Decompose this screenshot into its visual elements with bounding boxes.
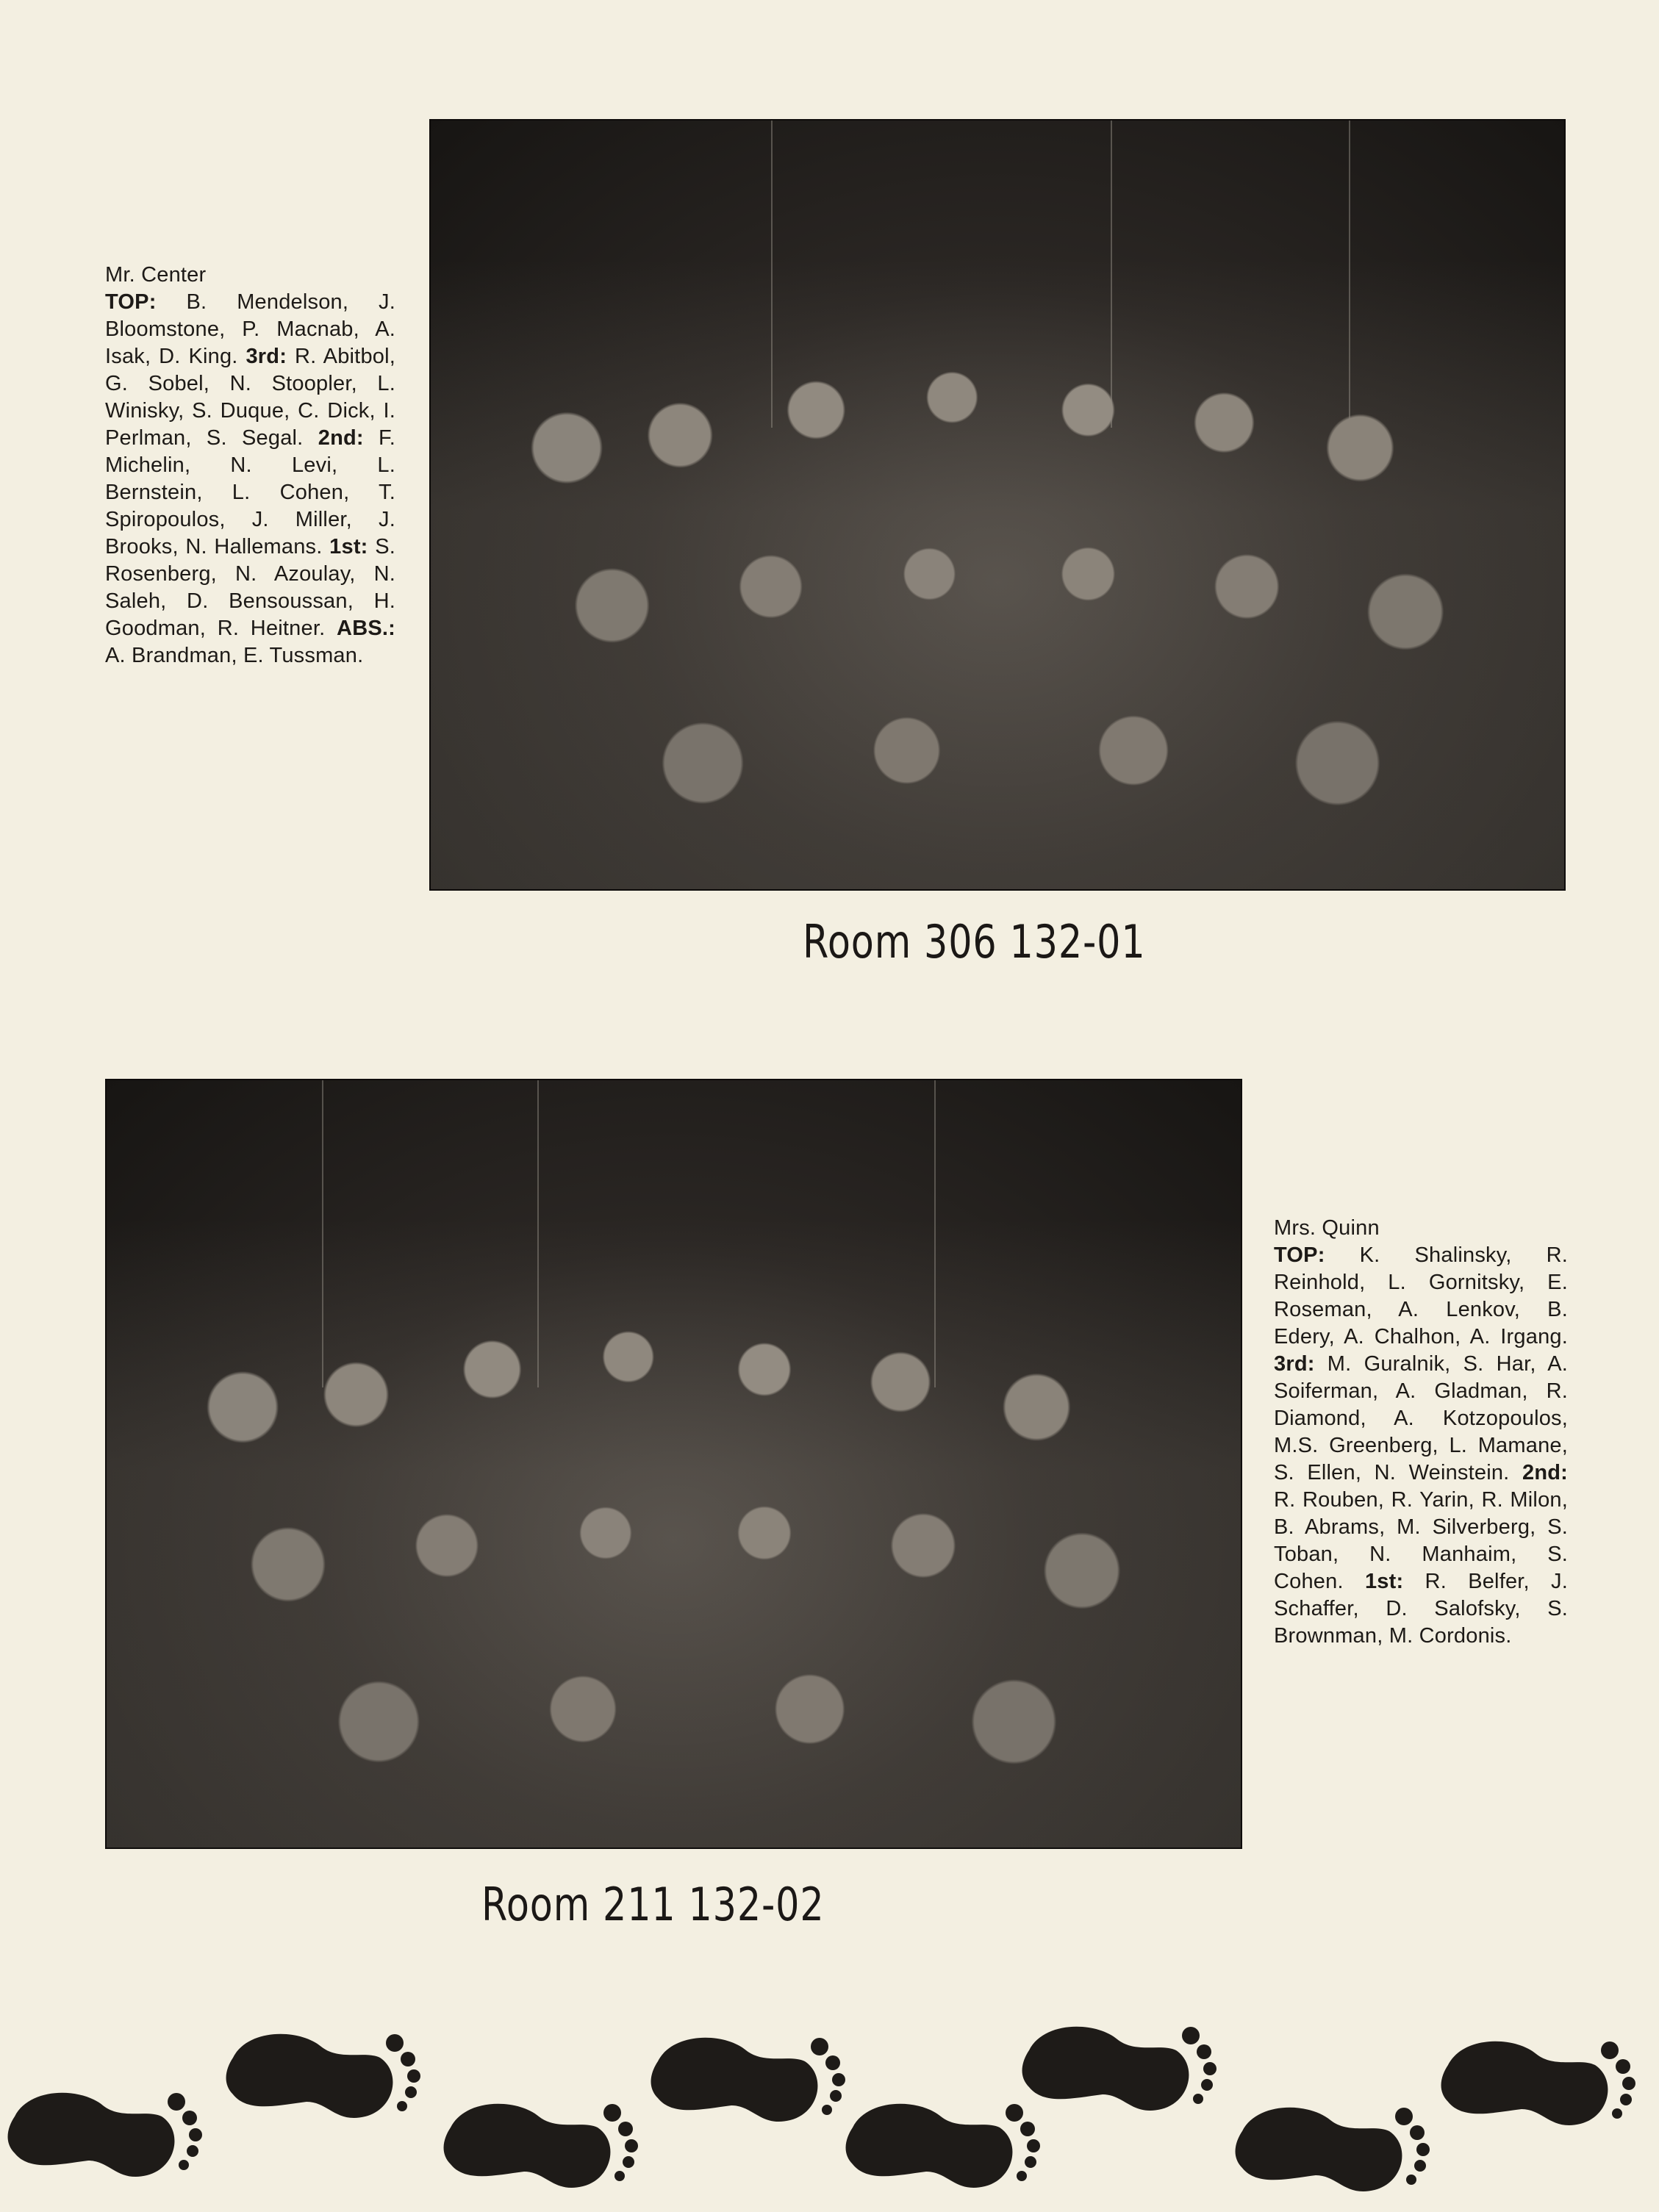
caption-room-306 — [105, 262, 395, 669]
footprint-icon — [0, 2072, 221, 2190]
row-names: R. Rouben, R. Yarin, R. Milon, B. Abrams, M. Silverberg, S. Toban, N. Manhaim, S. Cohen. — [1274, 1488, 1568, 1593]
photo-students — [431, 259, 1564, 889]
footprint-icon — [1433, 2021, 1654, 2139]
row-names: R. Abitbol, G. Sobel, N. Stoopler, L. Winisky, S. Duque, C. Dick, I. Perlman, S. Segal. — [105, 345, 395, 450]
room-title-306: Room 306 132-01 — [803, 915, 1146, 969]
teacher-name: Mr. Center — [105, 263, 207, 287]
caption-room-211 — [1274, 1215, 1568, 1650]
photo-students — [107, 1218, 1241, 1847]
row-names: M. Guralnik, S. Har, A. Soiferman, A. Gladman, R. Diamond, A. Kotzopoulos, M.S. Greenberg, L. Mamane, S. Ellen, N. Weinstein. — [1274, 1352, 1568, 1484]
row-label: 2nd: — [318, 426, 364, 450]
class-photo-room-306 — [429, 119, 1566, 891]
row-label: 1st: — [329, 535, 368, 559]
row-names: K. Shalinsky, R. Reinhold, L. Gornitsky, E. Roseman, A. Lenkov, B. Edery, A. Chalhon, A. Irgang. — [1274, 1243, 1568, 1349]
row-label: TOP: — [105, 290, 157, 314]
footprint-icon — [218, 2014, 439, 2131]
row-names: F. Michelin, N. Levi, L. Bernstein, L. Cohen, T. Spiropoulos, J. Miller, J. Brooks, N. Hallemans. — [105, 426, 395, 559]
row-label: 1st: — [1364, 1570, 1404, 1593]
row-label: 2nd: — [1522, 1461, 1568, 1484]
row-names: A. Brandman, E. Tussman. — [105, 644, 364, 667]
row-label: ABS.: — [337, 617, 395, 640]
row-label: TOP: — [1274, 1243, 1325, 1267]
footprint-icon — [1014, 2006, 1235, 2124]
footprint-icon — [643, 2017, 864, 2135]
row-names: R. Belfer, J. Schaffer, D. Salofsky, S. Brownman, M. Cordonis. — [1274, 1570, 1568, 1648]
row-label: 3rd: — [246, 345, 287, 368]
footprint-icon — [1228, 2087, 1448, 2205]
row-names: S. Rosenberg, N. Azoulay, N. Saleh, D. Bensoussan, H. Goodman, R. Heitner. — [105, 535, 395, 640]
row-label: 3rd: — [1274, 1352, 1315, 1376]
class-photo-room-211 — [105, 1079, 1242, 1849]
room-title-211: Room 211 132-02 — [481, 1878, 825, 1931]
row-names: B. Mendelson, J. Bloomstone, P. Macnab, A. Isak, D. King. — [105, 290, 395, 368]
teacher-name: Mrs. Quinn — [1274, 1216, 1380, 1240]
footprint-icon — [436, 2083, 656, 2201]
